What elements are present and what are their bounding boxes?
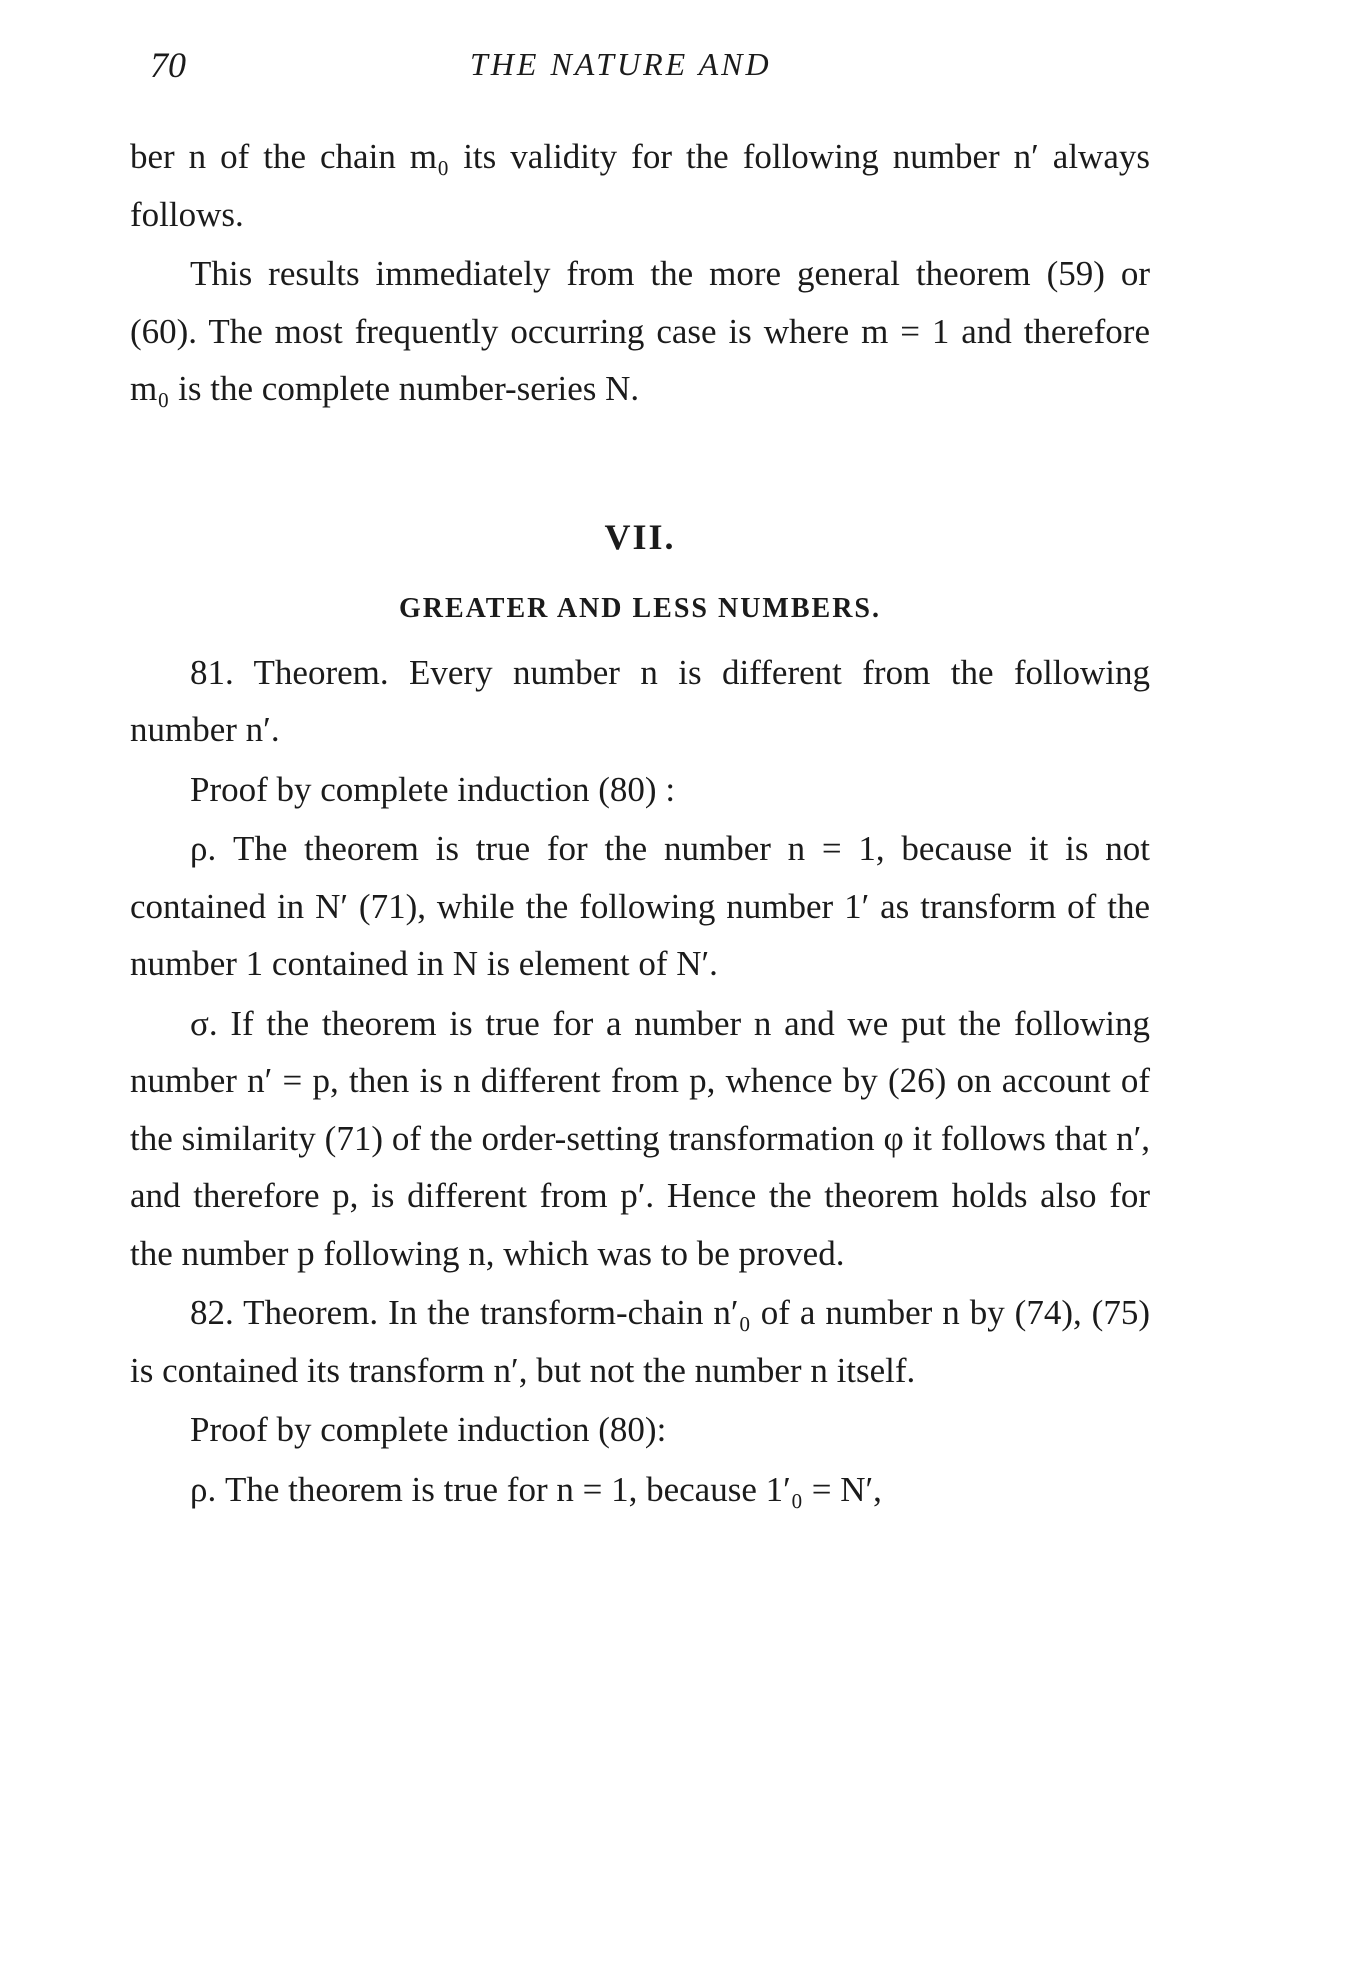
theorem-81: 81. Theorem. Every number n is different from the following number n′. [130, 652, 1150, 749]
running-head: THE NATURE AND [470, 46, 772, 82]
paragraph: This results immediately from the more general theorem (59) or (60). The most frequently occurring case is where m = 1 and therefore m₀ is the complete number-series N. [130, 254, 1150, 408]
section-number: VII. [604, 516, 676, 557]
page-header [150, 44, 1150, 94]
proof-step-rho: ρ. The theorem is true for the number n = 1, because it is not contained in N′ (71), while the following number 1′ as transform of the number 1 contained in N is element of N′. [130, 829, 1150, 983]
paragraph-continuation: ber n of the chain m₀ its validity for the following number n′ always follows. [130, 137, 1150, 234]
body-text [130, 128, 1150, 1520]
page-number: 70 [150, 45, 186, 85]
theorem-82: 82. Theorem. In the transform-chain n′₀ of a number n by (74), (75) is contained its transform n′, but not the number n itself. [130, 1293, 1150, 1390]
section-title: GREATER AND LESS NUMBERS. [398, 592, 882, 624]
proof-intro: Proof by complete induction (80): [190, 1410, 667, 1449]
section-spacer [130, 420, 1150, 506]
proof-step-sigma: σ. If the theorem is true for a number n and we put the following number n′ = p, then is n different from p, whence by (26) on account of the similarity (71) of the order-setting transformation φ it follows that n′, and therefore p, is different from p′. Hence the theorem holds also for the number p following n, which was to be proved. [130, 1003, 1150, 1273]
proof-step-rho: ρ. The theorem is true for n = 1, because 1′₀ = N′, [190, 1469, 882, 1509]
proof-intro: Proof by complete induction (80) : [190, 769, 676, 809]
